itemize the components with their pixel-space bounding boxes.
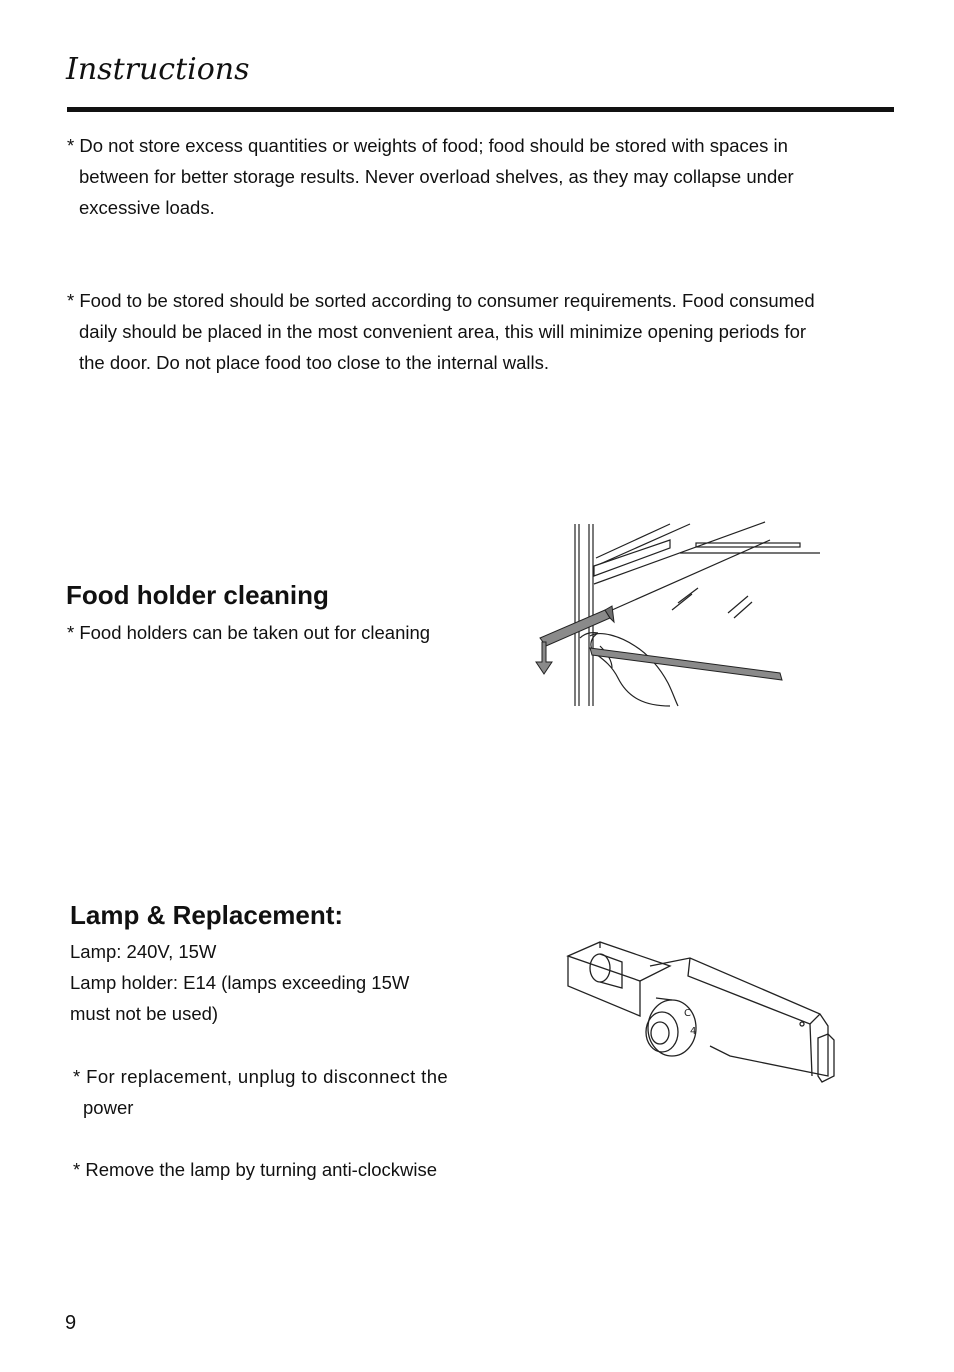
- lamp-spec-line: Lamp holder: E14 (lamps exceeding 15W: [70, 972, 410, 993]
- food-sorting-note: [67, 285, 815, 378]
- note-line: excessive loads.: [79, 197, 215, 218]
- lamp-removal-note: * Remove the lamp by turning anti-clockwise: [73, 1159, 437, 1180]
- note-line: * Do not store excess quantities or weights of food; food should be stored with spaces in: [67, 135, 788, 156]
- page-title: Instructions: [66, 52, 250, 87]
- note-line: * Food to be stored should be sorted according to consumer requirements. Food consumed: [67, 290, 815, 311]
- lamp-holder-illustration: [560, 936, 845, 1091]
- lamp-replacement-line: * For replacement, unplug to disconnect the: [73, 1066, 449, 1087]
- lamp-spec-line: Lamp: 240V, 15W: [70, 941, 217, 962]
- food-holder-heading: Food holder cleaning: [66, 580, 329, 610]
- header-rule: [67, 107, 894, 112]
- food-holder-illustration: [520, 518, 840, 708]
- svg-text:4: 4: [690, 1026, 697, 1037]
- lamp-spec-line: must not be used): [70, 1003, 219, 1024]
- note-line: daily should be placed in the most convenient area, this will minimize opening periods for: [79, 321, 807, 342]
- page-number: 9: [65, 1312, 77, 1334]
- storage-quantity-note: [67, 130, 794, 223]
- note-line: between for better storage results. Never overload shelves, as they may collapse under: [79, 166, 794, 187]
- food-holder-note: * Food holders can be taken out for cleaning: [67, 622, 431, 643]
- lamp-heading: Lamp & Replacement:: [70, 900, 344, 930]
- note-line: the door. Do not place food too close to the internal walls.: [79, 352, 549, 373]
- lamp-replacement-line: power: [83, 1097, 134, 1118]
- svg-text:C: C: [684, 1008, 691, 1019]
